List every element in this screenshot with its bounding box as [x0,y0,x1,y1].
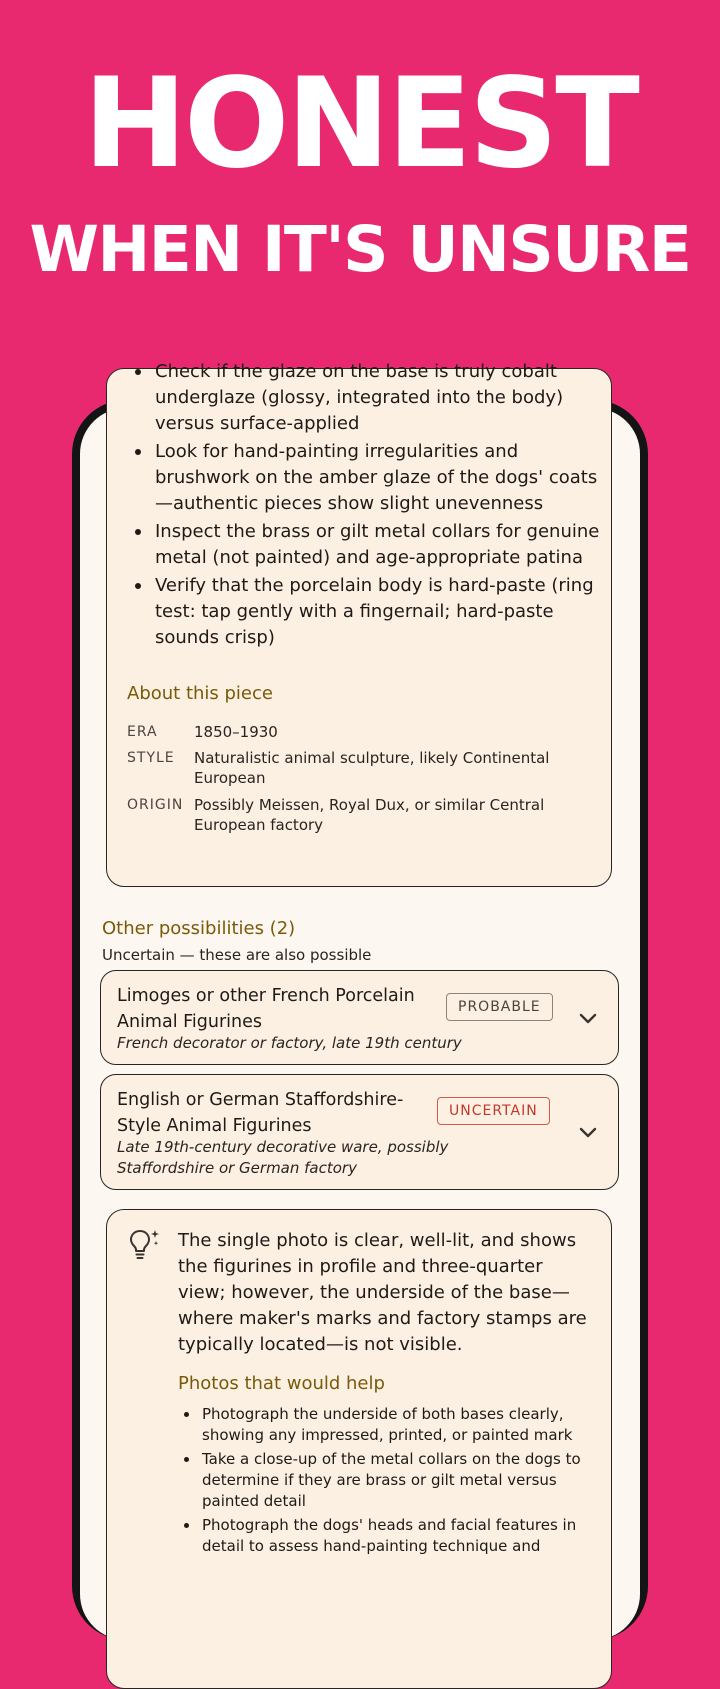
other-possibilities-title: Other possibilities (2) [102,918,296,939]
list-item: Photograph the dogs' heads and facial features in detail to assess hand-painting technique and [178,1515,598,1557]
phone-screen [80,361,640,1640]
other-possibilities-subtitle: Uncertain — these are also possible [102,946,372,964]
list-item: Look for hand-painting irregularities and brushwork on the amber glaze of the dogs' coats—authentic pieces show slight unevenness [133,439,603,517]
origin-value: Possibly Meissen, Royal Dux, or similar Central European factory [194,796,545,834]
era-value: 1850–1930 [194,723,278,741]
era-label: ERA [127,724,158,740]
lightbulb-sparkle-icon [127,1228,161,1262]
photos-help-list [178,1404,598,1560]
possibility-card-limoges[interactable] [100,970,619,1065]
list-item: Check if the glaze on the base is truly cobalt underglaze (glossy, integrated into the body) versus surface-applied [133,359,603,437]
verification-steps [133,359,603,653]
possibility-card-staffordshire[interactable] [100,1074,619,1190]
photos-help-title: Photos that would help [178,1373,385,1394]
possibility-description: Late 19th-century decorative ware, possibly Staffordshire or German factory [117,1138,449,1177]
phone-frame [72,361,648,1640]
style-label: STYLE [127,750,175,766]
details-card [106,361,612,887]
origin-label: ORIGIN [127,797,184,813]
list-item: Take a close-up of the metal collars on the dogs to determine if they are brass or gilt metal versus painted detail [178,1449,598,1512]
hero-title: HONEST [83,52,637,196]
list-item: Inspect the brass or gilt metal collars for genuine metal (not painted) and age-appropriate patina [133,519,603,571]
chevron-down-icon[interactable] [577,1121,599,1143]
note-text: The single photo is clear, well-lit, and shows the figurines in profile and three-quarter view; however, the underside of the base—where maker's marks and factory stamps are typically located—is not visible. [178,1230,587,1355]
hero-subtitle: WHEN IT'S UNSURE [29,213,691,286]
status-badge-probable: PROBABLE [446,993,553,1021]
list-item: Photograph the underside of both bases clearly, showing any impressed, printed, or painted mark [178,1404,598,1446]
list-item: Verify that the porcelain body is hard-paste (ring test: tap gently with a fingernail; hard-paste sounds crisp) [133,573,603,651]
chevron-down-icon[interactable] [577,1007,599,1029]
possibility-name: Limoges or other French Porcelain Animal Figurines [117,986,415,1032]
style-value: Naturalistic animal sculpture, likely Continental European [194,749,550,787]
confidence-note-card [106,1209,612,1689]
possibility-name: English or German Staffordshire-Style Animal Figurines [117,1090,404,1136]
possibility-description: French decorator or factory, late 19th century [117,1034,462,1052]
about-title: About this piece [127,683,273,704]
status-badge-uncertain: UNCERTAIN [437,1097,550,1125]
